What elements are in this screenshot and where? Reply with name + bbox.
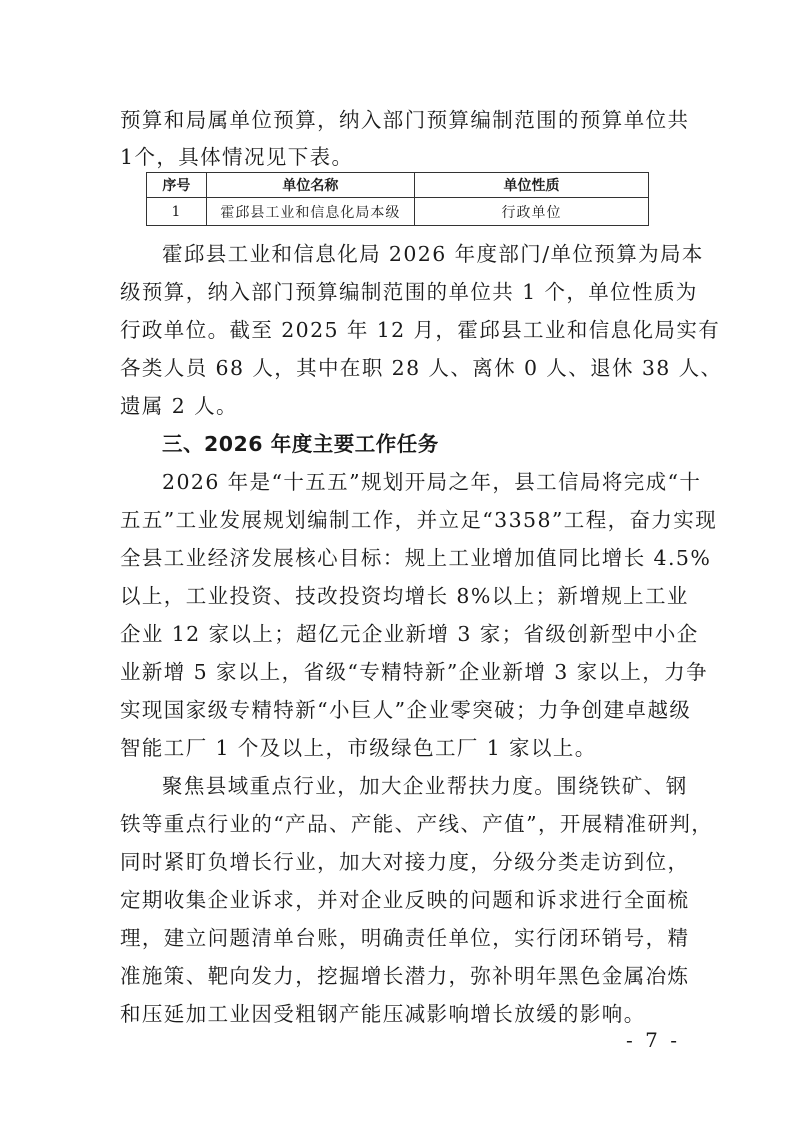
focus-line-5: 理，建立问题清单台账，明确责任单位，实行闭环销号，精: [120, 926, 690, 950]
section-heading: 三、2026 年度主要工作任务: [162, 432, 439, 456]
budget-line-2: 级预算，纳入部门预算编制范围的单位共 1 个，单位性质为: [120, 280, 698, 304]
tasks-line-7: 实现国家级专精特新“小巨人”企业零突破；力争创建卓越级: [120, 698, 692, 722]
page-number: - 7 -: [626, 1028, 680, 1052]
focus-line-3: 同时紧盯负增长行业，加大对接力度，分级分类走访到位，: [120, 850, 690, 874]
intro-line-2: 1个，具体情况见下表。: [120, 145, 354, 169]
budget-line-4: 各类人员 68 人，其中在职 28 人、离休 0 人、退休 38 人、: [120, 356, 723, 380]
intro-line-1: 预算和局属单位预算，纳入部门预算编制范围的预算单位共: [120, 108, 690, 132]
focus-line-4: 定期收集企业诉求，并对企业反映的问题和诉求进行全面梳: [120, 888, 690, 912]
focus-line-6: 准施策、靶向发力，挖掘增长潜力，弥补明年黑色金属冶炼: [120, 964, 690, 988]
budget-line-1: 霍邱县工业和信息化局 2026 年度部门/单位预算为局本: [162, 242, 704, 266]
cell-serial: 1: [147, 198, 207, 226]
tasks-line-3: 全县工业经济发展核心目标：规上工业增加值同比增长 4.5%: [120, 546, 712, 570]
tasks-line-6: 业新增 5 家以上，省级“专精特新”企业新增 3 家以上，力争: [120, 660, 709, 684]
cell-unit-type: 行政单位: [414, 198, 648, 226]
tasks-line-8: 智能工厂 1 个及以上，市级绿色工厂 1 家以上。: [120, 736, 597, 760]
focus-line-2: 铁等重点行业的“产品、产能、产线、产值”，开展精准研判，: [120, 812, 714, 836]
tasks-line-1: 2026 年是“十五五”规划开局之年，县工信局将完成“十: [162, 470, 702, 494]
budget-line-5: 遗属 2 人。: [120, 394, 238, 418]
header-unit-name: 单位名称: [206, 173, 414, 198]
focus-line-1: 聚焦县域重点行业，加大企业帮扶力度。围绕铁矿、钢: [162, 774, 688, 798]
table-row: [147, 198, 649, 226]
tasks-line-2: 五五”工业发展规划编制工作，并立足“3358”工程，奋力实现: [120, 508, 718, 532]
table-header-row: [147, 173, 649, 198]
header-unit-type: 单位性质: [414, 173, 648, 198]
tasks-line-4: 以上，工业投资、技改投资均增长 8%以上；新增规上工业: [120, 584, 689, 608]
focus-line-7: 和压延加工业因受粗钢产能压减影响增长放缓的影响。: [120, 1002, 646, 1026]
budget-line-3: 行政单位。截至 2025 年 12 月，霍邱县工业和信息化局实有: [120, 318, 721, 342]
cell-unit-name: 霍邱县工业和信息化局本级: [206, 198, 414, 226]
header-serial: 序号: [147, 173, 207, 198]
tasks-line-5: 企业 12 家以上；超亿元企业新增 3 家；省级创新型中小企: [120, 622, 699, 646]
unit-table: [146, 172, 649, 226]
